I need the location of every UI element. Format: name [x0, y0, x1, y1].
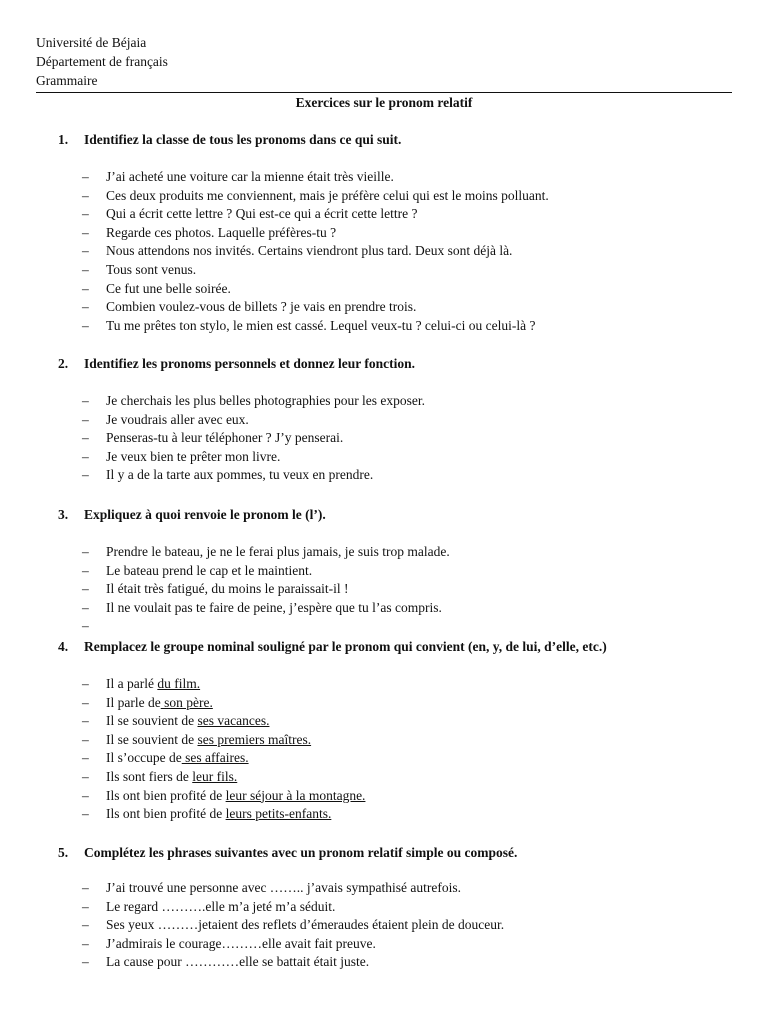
dash-bullet: – [82, 935, 89, 951]
exercise-number: 1. [58, 132, 69, 147]
list-item [82, 466, 425, 485]
underlined-noun-group: ses affaires. [181, 750, 249, 766]
list-item [82, 261, 549, 280]
item-text: Il y a de la tarte aux pommes, tu veux en prendre. [106, 467, 374, 483]
dash-bullet: – [82, 806, 89, 822]
dash-bullet: – [82, 562, 89, 578]
item-text: Ce fut une belle soirée. [106, 280, 231, 296]
list-item [82, 205, 549, 224]
dash-bullet: – [82, 599, 89, 615]
list-item [82, 916, 504, 935]
list-item [82, 731, 365, 750]
exercise-number: 3. [58, 507, 69, 522]
list-item [82, 617, 450, 636]
list-item [82, 429, 425, 448]
list-item [82, 879, 504, 898]
document-title: Exercices sur le pronom relatif [295, 95, 473, 110]
dash-bullet: – [82, 694, 89, 710]
dash-bullet: – [82, 317, 89, 333]
dash-bullet: – [82, 731, 89, 747]
item-text: Combien voulez-vous de billets ? je vais en prendre trois. [106, 299, 417, 315]
item-text: Je cherchais les plus belles photographies pour les exposer. [106, 393, 426, 408]
dash-bullet: – [82, 280, 89, 296]
item-text: Ses yeux ………jetaient des reflets d’émeraudes étaient plein de douceur. [106, 917, 505, 933]
item-text: Ils ont bien profité de [106, 787, 226, 803]
underlined-noun-group: leurs petits-enfants. [225, 806, 332, 822]
document-header [36, 33, 168, 90]
item-text: Prendre le bateau, je ne le ferai plus jamais, je suis trop malade. [106, 544, 450, 559]
item-text: Il a parlé [106, 676, 158, 691]
list-item [82, 768, 365, 787]
exercise-number: 5. [58, 845, 69, 860]
item-text: Ces deux produits me conviennent, mais je préfère celui qui est le moins polluant. [106, 187, 549, 203]
item-text: Ils sont fiers de [106, 768, 193, 784]
list-item [82, 187, 549, 206]
item-text: Il se souvient de [106, 713, 198, 729]
list-item [82, 749, 365, 768]
item-text: Le regard ……….elle m’a jeté m’a séduit. [106, 898, 336, 914]
underlined-noun-group: leur fils. [192, 768, 238, 784]
instruction-text: Complétez les phrases suivantes avec un pronom relatif simple ou composé. [84, 845, 518, 860]
exercise-2-instruction [58, 355, 415, 373]
dash-bullet: – [82, 898, 89, 914]
item-text: Regarde ces photos. Laquelle préfères-tu ? [106, 224, 337, 240]
list-item [82, 543, 450, 562]
dash-bullet: – [82, 880, 89, 895]
exercise-4-list [82, 675, 365, 824]
dash-bullet: – [82, 187, 89, 203]
subject-name: Grammaire [36, 73, 98, 88]
item-text: Tu me prêtes ton stylo, le mien est cassé. Lequel veux-tu ? celui-ci ou celui-là ? [106, 317, 536, 333]
list-item [82, 599, 450, 618]
dash-bullet: – [82, 750, 89, 766]
list-item [82, 675, 365, 694]
item-text: Il ne voulait pas te faire de peine, j’espère que tu l’as compris. [106, 599, 442, 615]
exercise-number: 4. [58, 639, 69, 654]
list-item [82, 953, 504, 972]
underlined-noun-group: son père. [160, 694, 213, 710]
exercise-4-instruction [58, 638, 607, 656]
item-text: J’admirais le courage………elle avait fait preuve. [106, 935, 376, 951]
exercise-3-list [82, 543, 450, 636]
item-text: Je voudrais aller avec eux. [106, 411, 249, 427]
exercise-1-instruction [58, 131, 401, 149]
exercise-number: 2. [58, 356, 69, 371]
exercise-5-instruction [58, 844, 517, 862]
dash-bullet: – [82, 768, 89, 784]
dash-bullet: – [82, 787, 89, 803]
item-text: Penseras-tu à leur téléphoner ? J’y penserai. [106, 430, 344, 446]
list-item [82, 562, 450, 581]
department-name: Département de français [36, 54, 168, 69]
list-item [82, 224, 549, 243]
list-item [82, 898, 504, 917]
dash-bullet: – [82, 430, 89, 446]
instruction-text: Remplacez le groupe nominal souligné par le pronom qui convient (en, y, de lui, d’elle, etc.) [84, 639, 607, 654]
dash-bullet: – [82, 206, 89, 222]
item-text: J’ai trouvé une personne avec …….. j’avais sympathisé autrefois. [106, 880, 462, 895]
instruction-text: Expliquez à quoi renvoie le pronom le (l’). [84, 507, 326, 522]
dash-bullet: – [82, 544, 89, 559]
dash-bullet: – [82, 581, 89, 597]
university-name: Université de Béjaia [36, 35, 147, 50]
exercise-2-list [82, 392, 425, 485]
list-item [82, 280, 549, 299]
dash-bullet: – [82, 618, 89, 634]
dash-bullet: – [82, 917, 89, 933]
list-item [82, 392, 425, 411]
dash-bullet: – [82, 393, 89, 408]
list-item [82, 694, 365, 713]
list-item [82, 242, 549, 261]
list-item [82, 298, 549, 317]
dash-bullet: – [82, 676, 89, 691]
dash-bullet: – [82, 467, 89, 483]
header-rule [36, 92, 732, 93]
dash-bullet: – [82, 713, 89, 729]
exercise-3-instruction [58, 506, 326, 524]
underlined-noun-group: leur séjour à la montagne. [225, 787, 366, 803]
dash-bullet: – [82, 243, 89, 259]
item-text: Tous sont venus. [106, 261, 197, 277]
list-item [82, 448, 425, 467]
dash-bullet: – [82, 954, 89, 970]
item-text: Il parle de [106, 694, 161, 710]
dash-bullet: – [82, 448, 89, 464]
dash-bullet: – [82, 224, 89, 240]
item-text: Il s’occupe de [106, 750, 182, 766]
dash-bullet: – [82, 169, 89, 184]
dash-bullet: – [82, 411, 89, 427]
list-item [82, 787, 365, 806]
item-text: Je veux bien te prêter mon livre. [106, 448, 281, 464]
exercise-1-list [82, 168, 549, 335]
list-item [82, 805, 365, 824]
item-text: Ils ont bien profité de [106, 806, 226, 822]
item-text: Qui a écrit cette lettre ? Qui est-ce qui a écrit cette lettre ? [106, 206, 418, 222]
list-item [82, 580, 450, 599]
list-item [82, 317, 549, 336]
exercise-5-list [82, 879, 504, 972]
list-item [82, 168, 549, 187]
item-text: Le bateau prend le cap et le maintient. [106, 562, 313, 578]
underlined-noun-group: ses premiers maîtres. [197, 731, 312, 747]
item-text: J’ai acheté une voiture car la mienne était très vieille. [106, 169, 394, 184]
underlined-noun-group: du film. [157, 676, 201, 691]
dash-bullet: – [82, 299, 89, 315]
item-text: Nous attendons nos invités. Certains viendront plus tard. Deux sont déjà là. [106, 243, 513, 259]
instruction-text: Identifiez les pronoms personnels et donnez leur fonction. [84, 356, 416, 371]
list-item [82, 935, 504, 954]
item-text: Il était très fatigué, du moins le paraissait-il ! [106, 581, 349, 597]
list-item [82, 411, 425, 430]
list-item [82, 712, 365, 731]
item-text: Il se souvient de [106, 731, 198, 747]
dash-bullet: – [82, 261, 89, 277]
item-text: La cause pour …………elle se battait était juste. [106, 954, 370, 970]
underlined-noun-group: ses vacances. [197, 713, 270, 729]
instruction-text: Identifiez la classe de tous les pronoms dans ce qui suit. [84, 132, 402, 147]
